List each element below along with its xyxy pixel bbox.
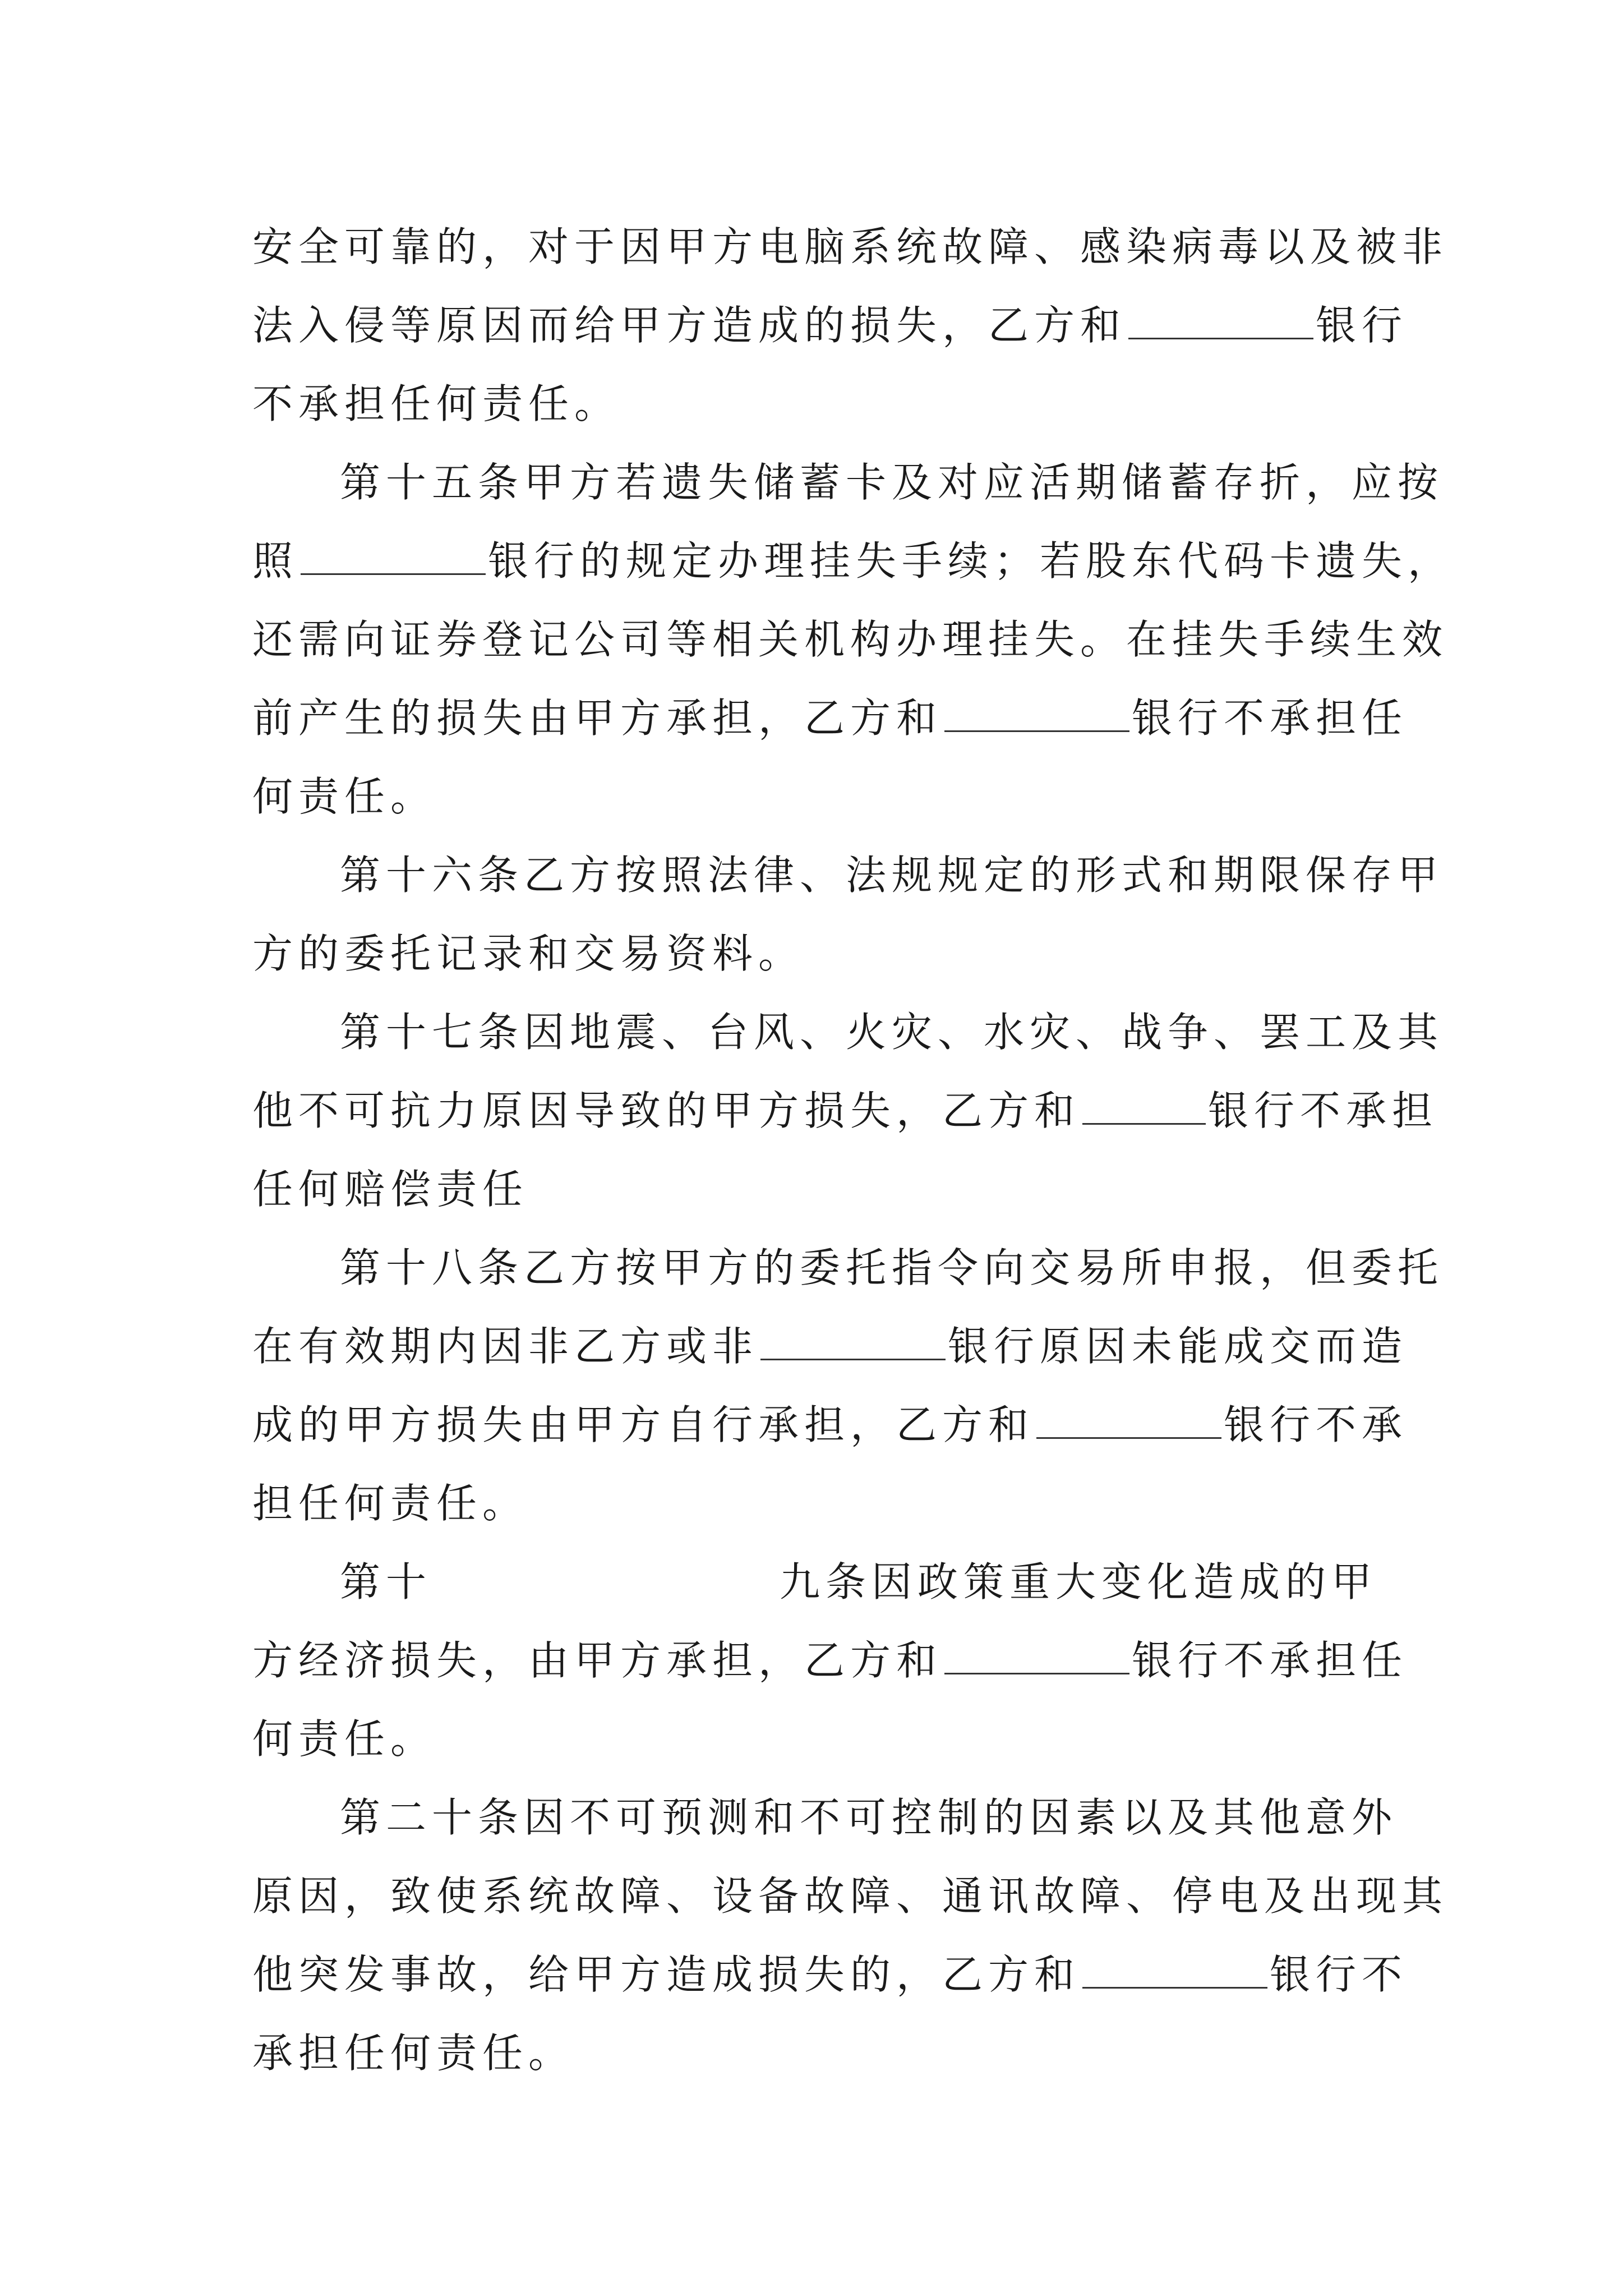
text-line (252, 365, 1374, 443)
paragraph-start (252, 1228, 1461, 1307)
paragraph-start (252, 443, 1461, 522)
text-line (252, 600, 1449, 679)
blank-underline (944, 691, 1129, 732)
text: 银行 (1316, 302, 1408, 349)
text: 第二十条因不可预测和不可控制的因素以及其他意外 (340, 1794, 1398, 1841)
paragraph-start (252, 993, 1461, 1071)
blank-underline (1082, 1084, 1206, 1125)
text: 银行不 (1270, 1951, 1408, 1998)
text: 九条因政策重大变化造成的甲 (780, 1558, 1378, 1605)
text-line (252, 286, 1408, 365)
text: 还需向证券登记公司等相关机构办理挂失。在挂失手续生效 (252, 616, 1449, 663)
text: 银行不承担 (1208, 1087, 1438, 1134)
text-line (252, 1464, 1374, 1543)
text: 银行不承 (1224, 1401, 1408, 1448)
text: 他不可抗力原因导致的甲方损失，乙方和 (252, 1087, 1081, 1134)
text-line (252, 914, 1374, 993)
paragraph-start (252, 836, 1461, 914)
text: 银行的规定办理挂失手续；若股东代码卡遗失， (488, 537, 1454, 585)
text: 何责任。 (252, 1715, 437, 1763)
text: 成的甲方损失由甲方自行承担，乙方和 (252, 1401, 1035, 1448)
blank-underline (1036, 1398, 1221, 1439)
text-line (252, 2014, 1374, 2092)
text: 银行不承担任 (1132, 694, 1408, 742)
text: 承担任何责任。 (252, 2030, 575, 2077)
text-line (252, 1307, 1408, 1386)
text: 任何赔偿责任 (252, 1166, 529, 1213)
text-line (252, 679, 1408, 757)
blank-underline (760, 1319, 946, 1360)
text: 照 (252, 537, 299, 585)
text-line (252, 1700, 1374, 1778)
text: 方经济损失，由甲方承担，乙方和 (252, 1637, 943, 1684)
text: 法入侵等原因而给甲方造成的损失，乙方和 (252, 302, 1127, 349)
text: 银行不承担任 (1132, 1637, 1408, 1684)
paragraph-start (252, 1543, 1461, 1621)
text: 安全可靠的，对于因甲方电脑系统故障、感染病毒以及被非 (252, 223, 1449, 270)
text-line (252, 522, 1454, 600)
text: 在有效期内因非乙方或非 (252, 1323, 759, 1370)
text: 前产生的损失由甲方承担，乙方和 (252, 694, 943, 742)
text: 第十七条因地震、台风、火灾、水灾、战争、罢工及其 (340, 1009, 1444, 1056)
blank-underline (944, 1634, 1129, 1674)
text-line (252, 1935, 1408, 2014)
text: 第十八条乙方按甲方的委托指令向交易所申报，但委托 (340, 1244, 1444, 1291)
blank-underline (1082, 1948, 1267, 1989)
text: 何责任。 (252, 773, 437, 820)
text: 原因，致使系统故障、设备故障、通讯故障、停电及出现其 (252, 1872, 1449, 1920)
text: 第十五条甲方若遗失储蓄卡及对应活期储蓄存折，应按 (340, 459, 1444, 506)
text: 担任何责任。 (252, 1480, 529, 1527)
text-line (252, 208, 1449, 286)
text: 第十 (340, 1558, 432, 1605)
text: 银行原因未能成交而造 (948, 1323, 1408, 1370)
blank-underline (301, 534, 486, 575)
paragraph-start (252, 1778, 1461, 1857)
text-line (252, 1071, 1438, 1150)
text: 不承担任何责任。 (252, 380, 621, 427)
text: 方的委托记录和交易资料。 (252, 930, 805, 977)
text-line (252, 1857, 1449, 1935)
text-line (252, 1150, 1374, 1228)
text-line (252, 1621, 1408, 1700)
blank-underline (1128, 298, 1313, 339)
text: 第十六条乙方按照法律、法规规定的形式和期限保存甲 (340, 852, 1444, 899)
text-line (252, 757, 1374, 836)
text-line (252, 1386, 1408, 1464)
text: 他突发事故，给甲方造成损失的，乙方和 (252, 1951, 1081, 1998)
